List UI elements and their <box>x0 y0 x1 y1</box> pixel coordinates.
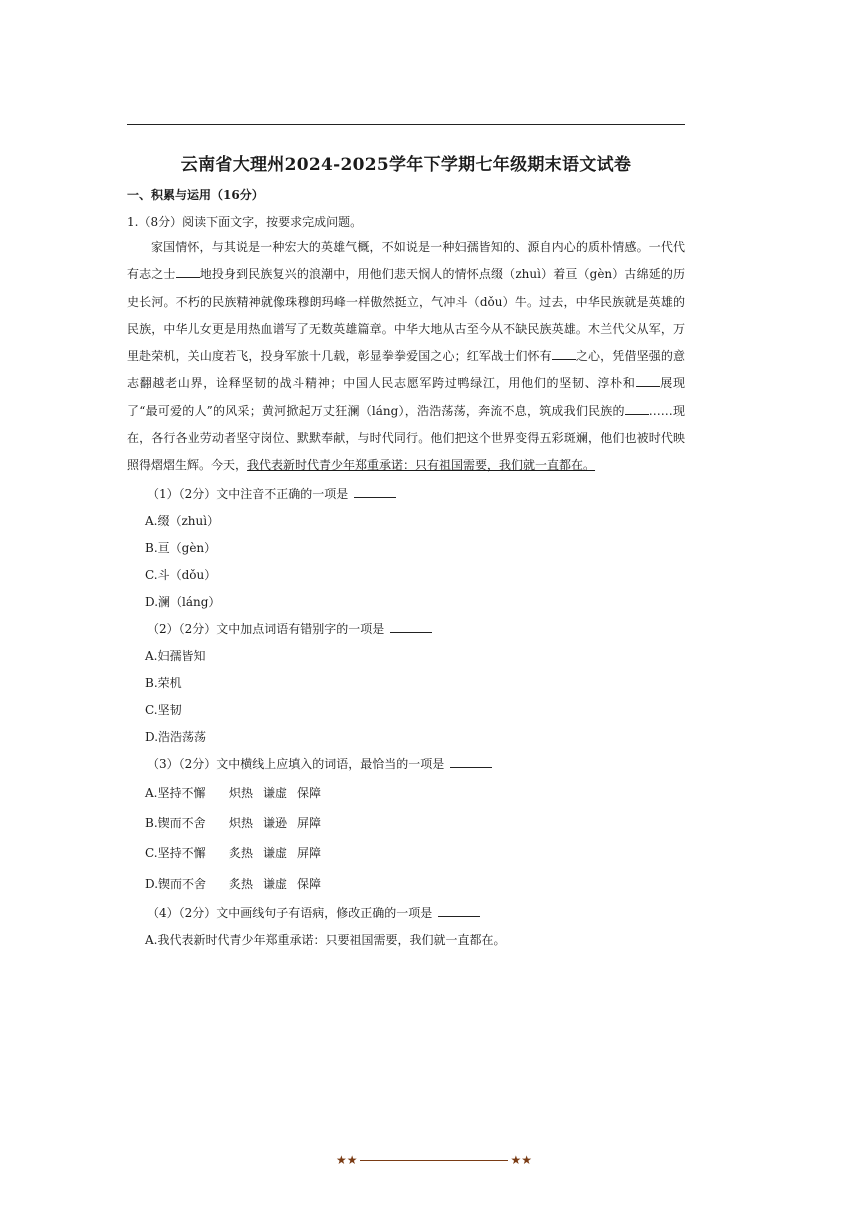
question-1-stem: 1.（8分）阅读下面文字，按要求完成问题。 <box>127 215 363 229</box>
option-3b-word-4: 屏障 <box>297 816 322 830</box>
page-title: 云南省大理州2024-2025学年下学期七年级期末语文试卷 <box>180 155 632 175</box>
sub-question-3 <box>127 755 705 772</box>
option-3a-word-4: 保障 <box>297 786 322 800</box>
option-3c <box>127 844 703 861</box>
sub-question-3-stem: （3）（2分）文中横线上应填入的词语，最恰当的一项是 <box>147 757 445 771</box>
answer-blank-1[interactable] <box>354 485 396 498</box>
fill-blank-2[interactable] <box>552 347 576 360</box>
fill-blank-1[interactable] <box>176 265 200 278</box>
fill-blank-3[interactable] <box>636 374 660 387</box>
footer-stars-right: ★★ <box>510 1153 532 1167</box>
footer-stars-left: ★★ <box>336 1153 358 1167</box>
option-3a <box>127 784 703 801</box>
sub-question-1-stem: （1）（2分）文中注音不正确的一项是 <box>147 487 349 501</box>
passage-part-2: 地投身到民族复兴的浪潮中，用他们悲天悯人的情怀点缀（zhuì）着亘（gèn）古绵延的历史长河。不朽的民族精神就像珠穆朗玛峰一样傲然挺立，气冲斗（dǒu）牛。过去，中华民族就是英雄的民族，中华儿女更是用热血谱写了无数英雄篇章。中华大地从古至今从不缺民族英雄。木兰代父从军，万里赴荣机，关山度若飞，投身军旅十几载，彰显拳拳爱国之心；红军战士们怀有 <box>127 267 685 364</box>
option-3d-word-4: 保障 <box>297 877 322 891</box>
passage-part-3: 之心，凭借坚强的意志翻越老山界，诠释坚韧的战斗精神；中国人民志愿军跨过鸭绿江，用他们的坚韧、淳朴和 <box>127 349 685 391</box>
option-1b: B.亘（gèn） <box>145 541 217 555</box>
passage-part-5: ……现在，各行各业劳动者坚守岗位、默默奉献，与时代同行。他们把这个世界变得五彩斑斓，他们也被时代映照得熠熠生辉。今天， <box>127 403 685 473</box>
option-1c: C.斗（dǒu） <box>145 568 217 582</box>
option-3c-word-3: 谦虚 <box>263 846 288 860</box>
option-3d-word-2: 炙热 <box>229 877 254 891</box>
option-3b-word-2: 炽热 <box>229 816 254 830</box>
section-heading: 一、积累与运用（16分） <box>127 188 264 202</box>
option-3a-word-1: A.坚持不懈 <box>145 786 206 800</box>
header-rule <box>127 124 685 125</box>
option-3c-word-1: C.坚持不懈 <box>145 846 206 860</box>
sub-question-2-stem: （2）（2分）文中加点词语有错别字的一项是 <box>147 622 385 636</box>
option-2c: C.坚韧 <box>145 703 182 717</box>
option-3a-word-3: 谦虚 <box>263 786 288 800</box>
option-2d: D.浩浩荡荡 <box>145 730 207 744</box>
option-4a: A.我代表新时代青少年郑重承诺：只要祖国需要，我们就一直都在。 <box>145 933 506 947</box>
option-2b: B.荣机 <box>145 676 182 690</box>
option-3b-word-1: B.锲而不舍 <box>145 816 206 830</box>
option-3a-word-2: 炽热 <box>229 786 254 800</box>
option-2a: A.妇孺皆知 <box>145 649 206 663</box>
passage-part-1: 家国情怀，与其说是一种宏大的英雄气概，不如说是一种妇孺皆知的、源自内心的质朴情感。一代代有志之士 <box>127 240 685 282</box>
sub-question-4-stem: （4）（2分）文中画线句子有语病，修改正确的一项是 <box>147 906 433 920</box>
option-1a: A.缀（zhuì） <box>145 514 220 528</box>
footer-line <box>360 1160 509 1161</box>
option-3d-word-1: D.锲而不舍 <box>145 877 207 891</box>
option-1d: D.澜（láng） <box>145 595 221 609</box>
sub-question-4 <box>127 904 705 921</box>
option-3d <box>127 875 703 892</box>
underlined-sentence: 我代表新时代青少年郑重承诺：只有祖国需要，我们就一直都在。 <box>247 458 596 473</box>
option-3b-word-3: 谦逊 <box>263 816 288 830</box>
option-3c-word-2: 炙热 <box>229 846 254 860</box>
answer-blank-2[interactable] <box>390 620 432 633</box>
option-3c-word-4: 屏障 <box>297 846 322 860</box>
sub-question-2 <box>127 620 705 637</box>
reading-passage <box>127 234 685 480</box>
answer-blank-4[interactable] <box>438 904 480 917</box>
fill-blank-4[interactable] <box>625 402 649 415</box>
option-3b <box>127 814 703 831</box>
passage-part-4: 展现了“最可爱的人”的风采；黄河掀起万丈狂澜（láng），浩浩荡荡，奔流不息，筑成我们民族的 <box>127 376 685 418</box>
option-3d-word-3: 谦虚 <box>263 877 288 891</box>
answer-blank-3[interactable] <box>450 755 492 768</box>
sub-question-1 <box>127 485 705 502</box>
footer-ornament <box>336 1153 532 1167</box>
